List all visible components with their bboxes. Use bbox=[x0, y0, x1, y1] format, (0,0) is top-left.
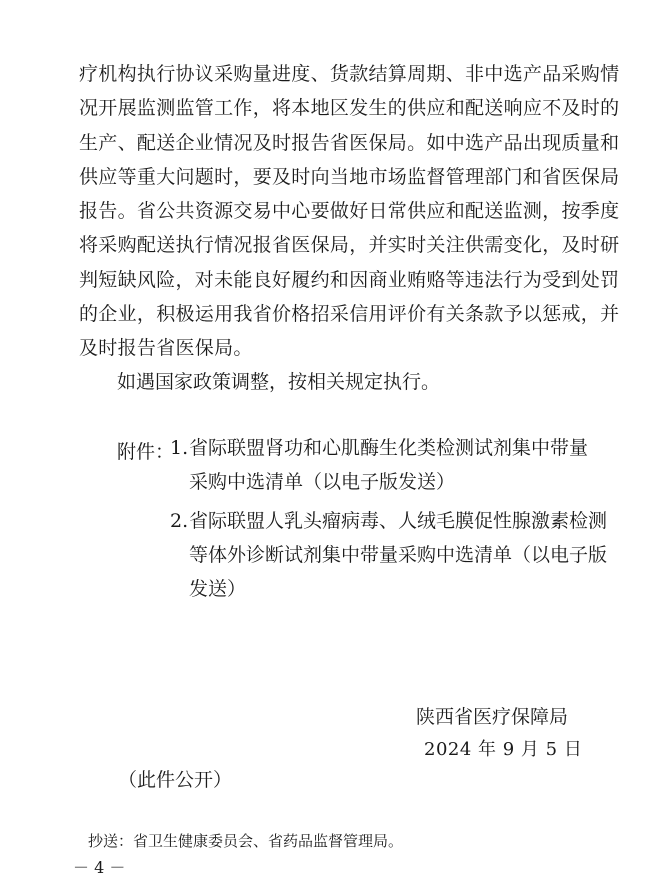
signing-organization: 陕西省医疗保障局 bbox=[416, 706, 569, 728]
paragraph-line: 疗机构执行协议采购量进度、货款结算周期、非中选产品采购情 bbox=[79, 63, 620, 85]
cc-recipients: 抄送：省卫生健康委员会、省药品监督管理局。 bbox=[88, 832, 404, 850]
attachment-title-line: 省际联盟人乳头瘤病毒、人绒毛膜促性腺激素检测 bbox=[189, 510, 608, 532]
attachments-label: 附件： bbox=[117, 441, 175, 463]
attachment-title-line: 等体外诊断试剂集中带量采购中选清单（以电子版 bbox=[189, 544, 608, 566]
attachment-number: 1. bbox=[170, 437, 189, 459]
signing-date: 2024 年 9 月 5 日 bbox=[424, 739, 583, 760]
attachment-title-line: 发送） bbox=[189, 578, 247, 600]
body-paragraph bbox=[79, 57, 620, 366]
paragraph-line: 生产、配送企业情况及时报告省医保局。如中选产品出现质量和 bbox=[79, 131, 620, 154]
page-number: － 4 － bbox=[73, 858, 126, 877]
paragraph-line: 判短缺风险，对未能良好履约和因商业贿赂等违法行为受到处罚 bbox=[79, 268, 620, 291]
public-disclosure-note: （此件公开） bbox=[118, 769, 233, 791]
paragraph-line: 将采购配送执行情况报省医保局，并实时关注供需变化，及时研 bbox=[79, 234, 620, 257]
attachment-title-line: 采购中选清单（以电子版发送） bbox=[189, 471, 456, 493]
paragraph-line: 的企业，积极运用我省价格招采信用评价有关条款予以惩戒，并 bbox=[79, 303, 620, 326]
attachment-title-line: 省际联盟肾功和心肌酶生化类检测试剂集中带量 bbox=[189, 437, 589, 459]
attachment-item-1 bbox=[0, 431, 661, 511]
paragraph-line: 况开展监测监管工作，将本地区发生的供应和配送响应不及时的 bbox=[79, 97, 620, 120]
paragraph-line: 供应等重大问题时，要及时向当地市场监督管理部门和省医保局 bbox=[79, 165, 620, 188]
attachment-item-2 bbox=[0, 504, 661, 614]
paragraph-line: 报告。省公共资源交易中心要做好日常供应和配送监测，按季度 bbox=[79, 200, 620, 223]
paragraph-line: 及时报告省医保局。 bbox=[79, 337, 253, 360]
policy-note: 如遇国家政策调整，按相关规定执行。 bbox=[117, 371, 441, 393]
attachment-title bbox=[189, 504, 619, 606]
attachment-number: 2. bbox=[170, 510, 189, 532]
attachment-title bbox=[189, 431, 619, 499]
